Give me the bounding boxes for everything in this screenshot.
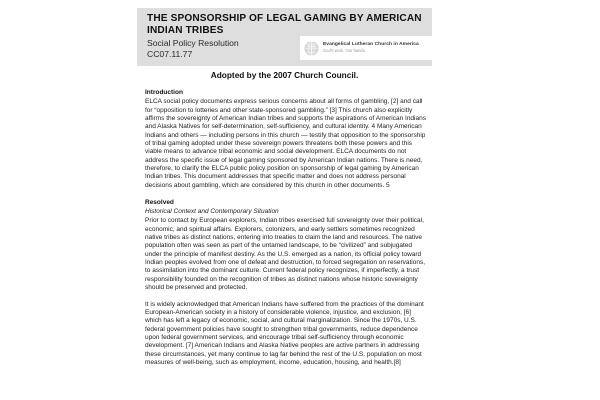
- introduction-paragraph: ELCA social policy documents express serious concerns about all forms of gambling, [2] and call for “opposition to lotteries and other state-sponsored gambling.” [3] This church also explicitly affirms the sovereignty of American Indian tribes and supports the aspirations of American Indians and Alaska Natives for self-determination, self-sufficiency, and cultural identity. 4 Many American Indians and others — including persons in this church — testify that opposition to the sponsorship of tribal gaming adopted under these sovereign powers threatens both these powers and this viable means to advance tribal economic and social development. ELCA documents do not address the specific issue of legal gaming sponsored by American Indian nations. There is need, therefore, to clarify the ELCA public policy position on sponsorship of legal gaming by American Indian tribes. This document addresses that specific matter and does not address personal decisions about gambling, which are considered by this church in other documents. 5: [145, 98, 426, 189]
- elca-logo: [300, 36, 432, 60]
- resolved-paragraph-2: It is widely acknowledged that American Indians have suffered from the practices of the dominant European-American society in a history of considerable violence, injustice, and exclusion, [6] which has left a legacy of economic, social, and cultural marginalization. Since the 1970s, U.S. federal government policies have sought to strengthen tribal governments, reduce dependence upon federal government services, and encourage tribal self-sufficiency through economic development. [7] American Indians and Alaska Native peoples are active partners in addressing these circumstances, yet many continue to lag far behind the rest of the U.S. population on most measures of well-being, such as employment, income, education, housing, and health.[8]: [145, 300, 424, 367]
- section-spacer: [145, 190, 427, 199]
- elca-logo-text: [323, 43, 419, 54]
- document-code: CC07.11.77: [147, 49, 193, 59]
- section-subheading-historical-context: Historical Context and Contemporary Situation: [145, 208, 279, 216]
- document-title: THE SPONSORSHIP OF LEGAL GAMING BY AMERICAN INDIAN TRIBES: [147, 13, 422, 36]
- section-heading-resolved: Resolved: [145, 199, 174, 207]
- paragraph-spacer: [145, 292, 427, 301]
- adopted-statement: Adopted by the 2007 Church Council.: [210, 70, 359, 80]
- elca-logo-tagline: God's work. Our hands.: [323, 48, 366, 54]
- document-subtitle: Social Policy Resolution: [147, 38, 239, 48]
- elca-logo-name: Evangelical Lutheran Church in America: [323, 41, 419, 47]
- section-heading-introduction: Introduction: [145, 89, 183, 96]
- document-body: [145, 89, 427, 368]
- elca-cross-globe-icon: [304, 41, 319, 56]
- resolved-paragraph-1: Prior to contact by European explorers, Indian tribes exercised full sovereignty over their political, economic, and spiritual affairs. Explorers, colonizers, and early settlers sometimes recognized native tribes as distinct nations, entering into treaties to claim the land and resources. The native population often was seen as part of the untamed landscape, to be “civilized” and subjugated under the principle of manifest destiny. As the U.S. emerged as a nation, its official policy toward Indian peoples evolved from one of defeat and destruction, to forced segregation on reservations, to assimilation into the dominant culture. Current federal policy recognizes, if imperfectly, a trust responsibility founded on the recognition of tribes as distinct nations whose historic sovereignty should be preserved and protected.: [145, 217, 426, 291]
